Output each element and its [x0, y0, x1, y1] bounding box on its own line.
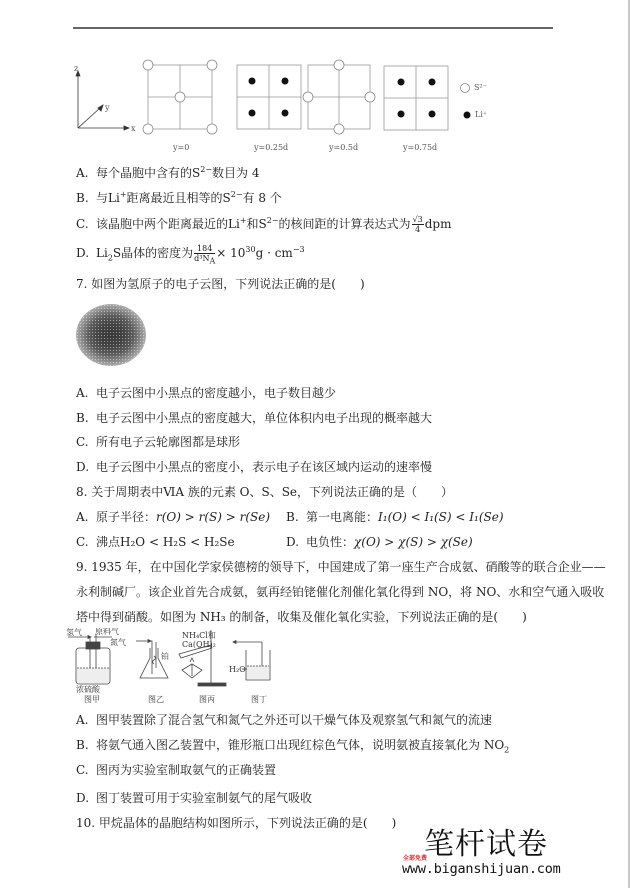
- slice-caption: y=0.75d: [403, 143, 438, 152]
- watermark-title: 笔杆试卷: [424, 827, 548, 862]
- electron-cloud-texture: [76, 304, 146, 366]
- svg-text:H₂O: H₂O: [229, 665, 246, 674]
- q7-option-d: D. 电子云图中小黑点的密度小，表示电子在该区域内运动的速率慢: [76, 460, 433, 474]
- slice-y05: [303, 60, 375, 134]
- svg-text:浓硫酸: 浓硫酸: [76, 685, 100, 694]
- legend-filled-circle-icon: [464, 112, 471, 119]
- q7-stem: 7. 如图为氢原子的电子云图，下列说法正确的是( ): [76, 277, 365, 291]
- axes-icon: [76, 71, 129, 130]
- q10-stem: 10. 甲烷晶体的晶胞结构如图所示，下列说法正确的是( ): [76, 816, 397, 830]
- q7-option-c: C. 所有电子云轮廓图都是球形: [76, 435, 241, 449]
- q6-option-b: B. 与Li+距离最近且相等的$S^{2-}$有 8 个: [76, 190, 282, 205]
- slice-y075: [384, 66, 448, 130]
- svg-text:铂: 铂: [161, 652, 169, 661]
- slice-caption: y=0: [173, 143, 190, 152]
- apparatus-caption: 图丁: [251, 695, 267, 704]
- watermark-badge: 全部免费: [403, 855, 428, 862]
- svg-text:氢气: 氢气: [66, 628, 82, 637]
- legend-open-circle-icon: [461, 84, 470, 93]
- q8-option-d: D. 电负性：χ(O) > χ(S) > χ(Se): [286, 535, 473, 549]
- q8-option-c: C. 沸点H₂O < H₂S < H₂Se: [76, 535, 235, 549]
- legend-label: S²⁻: [474, 83, 487, 92]
- apparatus-caption: 图丙: [199, 695, 215, 704]
- beaker-absorption-icon: [233, 641, 270, 681]
- legend-label: Li⁺: [475, 110, 488, 119]
- q7-option-a: A. 电子云图中小黑点的密度越小，电子数目越少: [76, 386, 337, 400]
- slice-y025: [237, 65, 301, 129]
- svg-text:NH₄Cl和: NH₄Cl和: [182, 631, 216, 640]
- slice-caption: y=0.5d: [329, 143, 359, 152]
- watermark-url: www.biganshijuan.com: [402, 861, 561, 877]
- axis-x-label: x: [131, 124, 136, 133]
- crystal-slice-figure: [70, 58, 530, 158]
- q9-stem-line: 塔中得到硝酸。如图为 NH₃ 的制备，收集及催化氧化实验，下列说法正确的是( ): [76, 610, 527, 624]
- q6-option-d: D. $Li_2S$晶体的密度为 $\frac{184}{d^3N_A}$ × $10^{30}g \cdot cm^{-3}$: [76, 244, 305, 266]
- axis-z-label: z: [74, 64, 79, 73]
- q9-option-d: D. 图丁装置可用于实验室制氨气的尾气吸收: [76, 791, 313, 805]
- q8-stem: 8. 关于周期表中ⅥA 族的元素 O、S、Se，下列说法正确的是（ ）: [76, 485, 454, 499]
- fraction: $\frac{184}{d^3N_A}$: [194, 244, 216, 266]
- svg-text:原料气: 原料气: [95, 628, 119, 636]
- q9-stem-line: 9. 1935 年，在中国化学家侯德榜的领导下，中国建成了第一座生产合成氨、硝酸等的联合企业——: [76, 560, 606, 574]
- q9-option-a: A. 图甲装置除了混合氢气和氮气之外还可以干燥气体及观察氢气和氮气的流速: [76, 713, 493, 727]
- axis-y-label: y: [105, 103, 110, 112]
- apparatus-caption: 图甲: [84, 695, 100, 704]
- q9-option-c: C. 图丙为实验室制取氨气的正确装置: [76, 763, 277, 777]
- apparatus-caption: 图乙: [148, 695, 164, 704]
- q7-option-b: B. 电子云图中小黑点的密度越大，单位体积内电子出现的概率越大: [76, 411, 433, 425]
- q6-option-c: C. 该晶胞中两个距离最近的Li+和$S^{2-}$的核间距的计算表达式为 $\frac{√3}{4}$ dpm: [76, 215, 452, 234]
- fraction: $\frac{√3}{4}$: [412, 215, 423, 234]
- svg-text:Ca(OH)₂: Ca(OH)₂: [182, 640, 216, 649]
- q8-option-b: B. 第一电离能：I₁(O) < I₁(S) < I₁(Se): [286, 510, 504, 524]
- svg-text:氮气: 氮气: [110, 638, 126, 647]
- q9-option-b: B. 将氨气通入图乙装置中，锥形瓶口出现红棕色气体，说明氨被直接氧化为 $NO_2$: [76, 738, 510, 755]
- slice-caption: y=0.25d: [254, 143, 289, 152]
- q9-stem-line: 永利制碱厂。该企业首先合成氨，氨再经铂铑催化剂催化氧化得到 NO，将 NO、水和空气通入吸收: [76, 585, 605, 599]
- lab-apparatus-figure: [66, 628, 326, 704]
- q8-option-a: A. 原子半径：r(O) > r(S) > r(Se): [76, 510, 271, 524]
- gas-wash-bottle-icon: [68, 634, 112, 684]
- header-rule: [73, 27, 553, 29]
- q6-option-a: A. 每个晶胞中含有的$S^{2-}$数目为 4: [76, 165, 260, 180]
- slice-y0: [143, 60, 217, 134]
